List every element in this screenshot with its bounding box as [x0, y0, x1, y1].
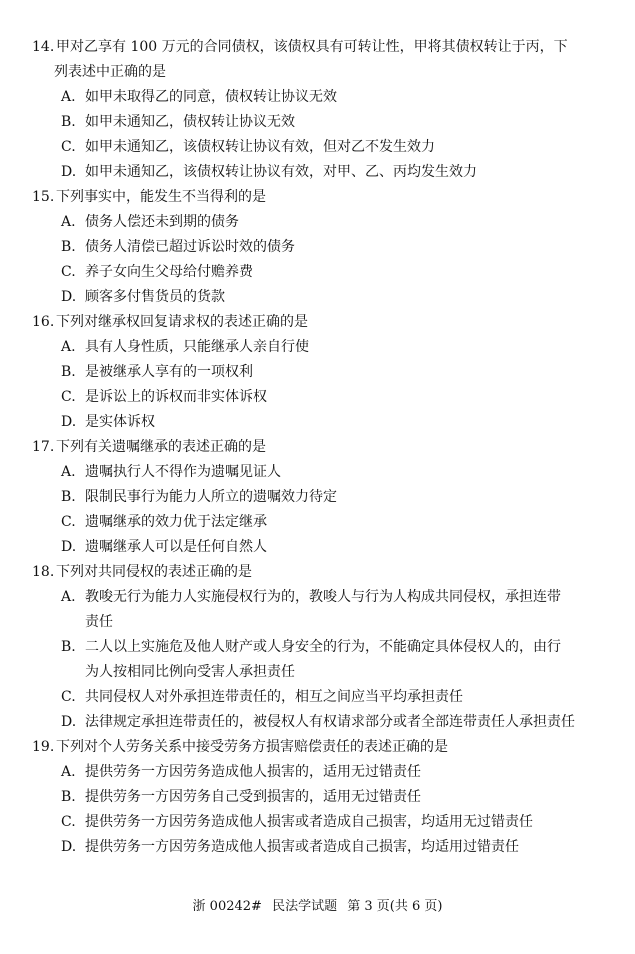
footer-exam-code: 浙 00242# [192, 899, 262, 914]
question-stem [0, 35, 635, 60]
question-stem-continuation [0, 60, 635, 85]
option-text: 提供劳务一方因劳务造成他人损害的，适用无过错责任 [85, 764, 421, 780]
option-text: 遗嘱继承的效力优于法定继承 [85, 514, 267, 530]
option-item [0, 210, 635, 235]
option-letter: C. [61, 689, 76, 705]
question-number: 16. [32, 314, 55, 330]
option-item [0, 360, 635, 385]
option-item [0, 485, 635, 510]
option-text: 如甲未通知乙，债权转让协议无效 [85, 114, 295, 130]
option-letter: C. [61, 264, 76, 280]
question-number: 15. [32, 189, 55, 205]
option-letter: C. [61, 514, 76, 530]
question-text: 下列对个人劳务关系中接受劳务方损害赔偿责任的表述正确的是 [56, 739, 448, 755]
option-letter: D. [61, 539, 77, 555]
question-stem [0, 735, 635, 760]
option-text: 如甲未通知乙，该债权转让协议有效，对甲、乙、丙均发生效力 [85, 164, 477, 180]
option-item [0, 410, 635, 435]
option-text: 提供劳务一方因劳务造成他人损害或者造成自己损害，均适用过错责任 [85, 839, 519, 855]
option-item [0, 385, 635, 410]
question-text: 下列对继承权回复请求权的表述正确的是 [56, 314, 308, 330]
option-letter: B. [61, 364, 76, 380]
option-item [0, 160, 635, 185]
option-item [0, 535, 635, 560]
option-text: 提供劳务一方因劳务自己受到损害的，适用无过错责任 [85, 789, 421, 805]
question-text: 下列事实中，能发生不当得利的是 [56, 189, 266, 205]
option-item [0, 835, 635, 860]
option-item [0, 135, 635, 160]
question-stem [0, 435, 635, 460]
option-item [0, 710, 635, 735]
option-text: 为人按相同比例向受害人承担责任 [85, 664, 295, 680]
option-text: 是诉讼上的诉权而非实体诉权 [85, 389, 267, 405]
option-text: 如甲未通知乙，该债权转让协议有效，但对乙不发生效力 [85, 139, 435, 155]
question-stem [0, 185, 635, 210]
option-text: 教唆无行为能力人实施侵权行为的，教唆人与行为人构成共同侵权，承担连带 [85, 589, 561, 605]
option-letter: A. [61, 464, 76, 480]
option-item [0, 285, 635, 310]
option-item [0, 110, 635, 135]
option-letter: D. [61, 414, 77, 430]
footer-page-number: 第 3 页(共 6 页) [347, 899, 443, 914]
option-letter: B. [61, 639, 76, 655]
option-text: 限制民事行为能力人所立的遗嘱效力待定 [85, 489, 337, 505]
option-text: 是实体诉权 [85, 414, 155, 430]
question-text: 甲对乙享有 100 万元的合同债权，该债权具有可转让性，甲将其债权转让于丙，下 [56, 39, 568, 55]
question-number: 18. [32, 564, 55, 580]
question-stem [0, 560, 635, 585]
question-list [0, 35, 635, 860]
question-block [0, 435, 635, 560]
page-footer [0, 897, 635, 917]
question-number: 17. [32, 439, 55, 455]
option-item [0, 785, 635, 810]
option-text: 遗嘱继承人可以是任何自然人 [85, 539, 267, 555]
option-item [0, 685, 635, 710]
option-letter: D. [61, 714, 77, 730]
option-text: 遗嘱执行人不得作为遗嘱见证人 [85, 464, 281, 480]
option-letter: B. [61, 239, 76, 255]
question-block [0, 310, 635, 435]
option-letter: A. [61, 764, 76, 780]
option-item [0, 460, 635, 485]
option-letter: D. [61, 164, 77, 180]
option-letter: C. [61, 389, 76, 405]
option-continuation [0, 610, 635, 635]
question-stem [0, 310, 635, 335]
option-item [0, 510, 635, 535]
option-letter: B. [61, 489, 76, 505]
footer-subject: 民法学试题 [272, 899, 338, 914]
option-text: 债务人偿还未到期的债务 [85, 214, 239, 230]
option-text: 具有人身性质，只能继承人亲自行使 [85, 339, 309, 355]
question-block [0, 560, 635, 735]
option-text: 责任 [85, 614, 113, 630]
option-item [0, 235, 635, 260]
option-continuation [0, 660, 635, 685]
option-letter: A. [61, 339, 76, 355]
option-text: 提供劳务一方因劳务造成他人损害或者造成自己损害，均适用无过错责任 [85, 814, 533, 830]
option-item [0, 585, 635, 610]
option-text: 养子女向生父母给付赡养费 [85, 264, 253, 280]
option-text: 顾客多付售货员的货款 [85, 289, 225, 305]
option-letter: D. [61, 839, 77, 855]
option-letter: A. [61, 589, 76, 605]
option-text: 法律规定承担连带责任的，被侵权人有权请求部分或者全部连带责任人承担责任 [85, 714, 575, 730]
option-item [0, 760, 635, 785]
option-text: 债务人清偿已超过诉讼时效的债务 [85, 239, 295, 255]
option-item [0, 335, 635, 360]
question-text: 下列对共同侵权的表述正确的是 [56, 564, 252, 580]
question-block [0, 35, 635, 185]
question-number: 14. [32, 39, 55, 55]
option-letter: C. [61, 814, 76, 830]
option-item [0, 85, 635, 110]
question-text: 下列有关遗嘱继承的表述正确的是 [56, 439, 266, 455]
option-text: 共同侵权人对外承担连带责任的，相互之间应当平均承担责任 [85, 689, 463, 705]
option-text: 二人以上实施危及他人财产或人身安全的行为，不能确定具体侵权人的，由行 [85, 639, 561, 655]
option-letter: B. [61, 114, 76, 130]
option-item [0, 810, 635, 835]
question-number: 19. [32, 739, 55, 755]
option-item [0, 635, 635, 660]
option-letter: D. [61, 289, 77, 305]
option-text: 是被继承人享有的一项权利 [85, 364, 253, 380]
question-block [0, 735, 635, 860]
option-letter: C. [61, 139, 76, 155]
option-text: 如甲未取得乙的同意，债权转让协议无效 [85, 89, 337, 105]
question-text: 列表述中正确的是 [54, 64, 166, 80]
option-letter: B. [61, 789, 76, 805]
option-letter: A. [61, 214, 76, 230]
option-item [0, 260, 635, 285]
option-letter: A. [61, 89, 76, 105]
question-block [0, 185, 635, 310]
